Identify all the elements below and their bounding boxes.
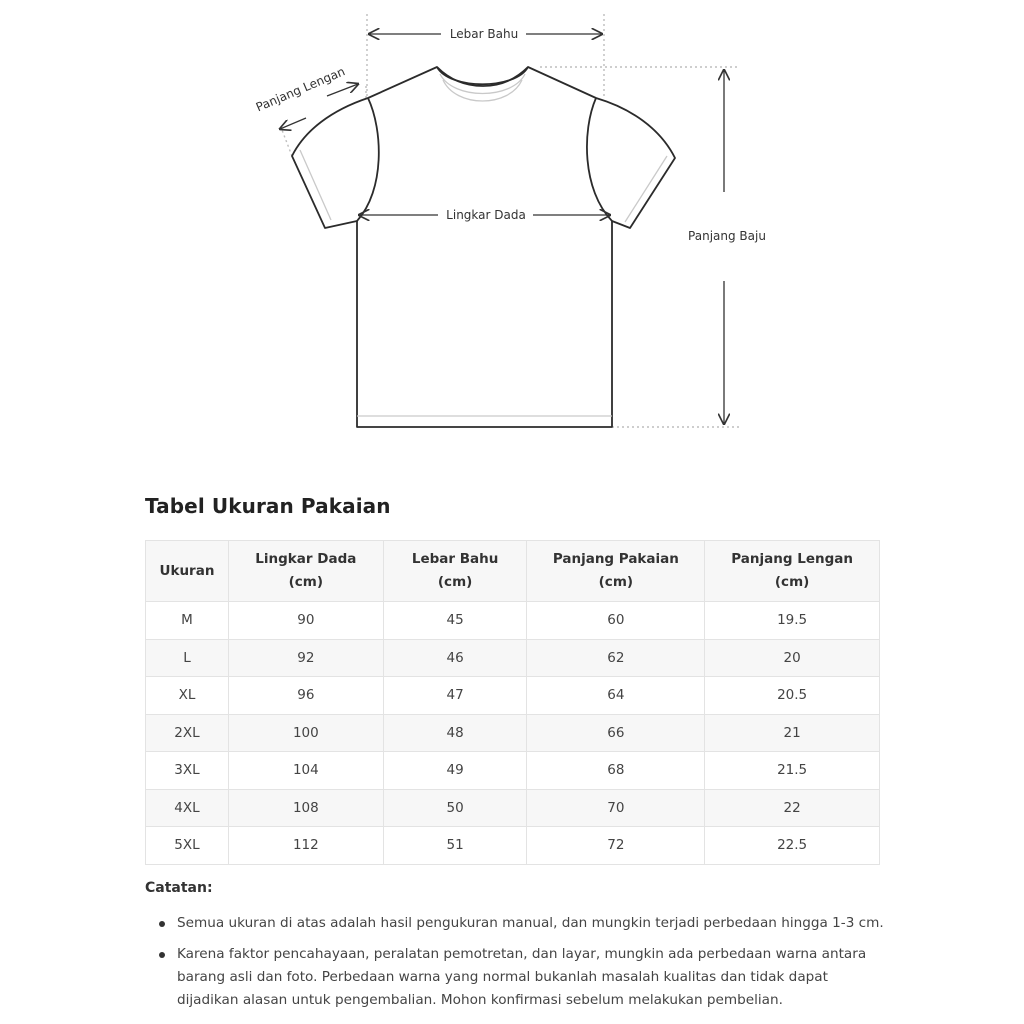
cell-sleeve: 19.5 bbox=[705, 602, 880, 640]
cell-size: L bbox=[146, 639, 229, 677]
cell-sleeve: 22.5 bbox=[705, 827, 880, 865]
cell-chest: 100 bbox=[228, 714, 383, 752]
cell-sleeve: 20.5 bbox=[705, 677, 880, 715]
cell-size: 5XL bbox=[146, 827, 229, 865]
header-chest: Lingkar Dada (cm) bbox=[228, 541, 383, 602]
table-header-row bbox=[146, 541, 880, 602]
cell-size: 4XL bbox=[146, 789, 229, 827]
tshirt-size-diagram bbox=[0, 0, 1024, 470]
cell-size: 2XL bbox=[146, 714, 229, 752]
cell-chest: 90 bbox=[228, 602, 383, 640]
shoulder-width-label: Lebar Bahu bbox=[449, 27, 519, 41]
cell-size: 3XL bbox=[146, 752, 229, 790]
header-size: Ukuran bbox=[146, 541, 229, 602]
cell-sleeve: 21.5 bbox=[705, 752, 880, 790]
cell-length: 72 bbox=[527, 827, 705, 865]
note-item: Karena faktor pencahayaan, peralatan pemotretan, dan layar, mungkin ada perbedaan warna antara barang asli dan foto. Perbedaan warna yang normal bukanlah masalah kualitas dan tidak dapat dijadikan alasan untuk pengembalian. Mohon konfirmasi sebelum melakukan pembelian. bbox=[177, 943, 885, 1012]
page-title: Tabel Ukuran Pakaian bbox=[145, 494, 391, 518]
cell-size: M bbox=[146, 602, 229, 640]
table-row bbox=[146, 639, 880, 677]
cell-sleeve: 22 bbox=[705, 789, 880, 827]
cell-length: 70 bbox=[527, 789, 705, 827]
cell-size: XL bbox=[146, 677, 229, 715]
table-row bbox=[146, 827, 880, 865]
cell-sleeve: 21 bbox=[705, 714, 880, 752]
note-item: Semua ukuran di atas adalah hasil pengukuran manual, dan mungkin terjadi perbedaan hingga 1-3 cm. bbox=[177, 912, 885, 935]
cell-shoulder: 49 bbox=[383, 752, 527, 790]
header-length: Panjang Pakaian (cm) bbox=[527, 541, 705, 602]
chest-label: Lingkar Dada bbox=[446, 208, 526, 222]
sleeve-length-label: Panjang Lengan bbox=[253, 64, 348, 115]
cell-length: 64 bbox=[527, 677, 705, 715]
table-row bbox=[146, 752, 880, 790]
tshirt-shape bbox=[292, 67, 675, 427]
cell-chest: 108 bbox=[228, 789, 383, 827]
cell-sleeve: 20 bbox=[705, 639, 880, 677]
table-row bbox=[146, 789, 880, 827]
notes-title: Catatan: bbox=[145, 880, 213, 896]
notes-list bbox=[145, 912, 885, 1020]
cell-chest: 96 bbox=[228, 677, 383, 715]
table-row bbox=[146, 714, 880, 752]
cell-chest: 104 bbox=[228, 752, 383, 790]
cell-chest: 92 bbox=[228, 639, 383, 677]
cell-shoulder: 46 bbox=[383, 639, 527, 677]
table-row bbox=[146, 602, 880, 640]
cell-length: 68 bbox=[527, 752, 705, 790]
cell-length: 62 bbox=[527, 639, 705, 677]
body-length-label: Panjang Baju bbox=[688, 229, 766, 243]
tshirt-illustration bbox=[0, 0, 1024, 470]
size-table bbox=[145, 540, 880, 865]
cell-length: 60 bbox=[527, 602, 705, 640]
cell-length: 66 bbox=[527, 714, 705, 752]
table-row bbox=[146, 677, 880, 715]
cell-shoulder: 45 bbox=[383, 602, 527, 640]
cell-shoulder: 50 bbox=[383, 789, 527, 827]
cell-shoulder: 48 bbox=[383, 714, 527, 752]
header-shoulder: Lebar Bahu (cm) bbox=[383, 541, 527, 602]
header-sleeve: Panjang Lengan (cm) bbox=[705, 541, 880, 602]
cell-chest: 112 bbox=[228, 827, 383, 865]
cell-shoulder: 47 bbox=[383, 677, 527, 715]
cell-shoulder: 51 bbox=[383, 827, 527, 865]
